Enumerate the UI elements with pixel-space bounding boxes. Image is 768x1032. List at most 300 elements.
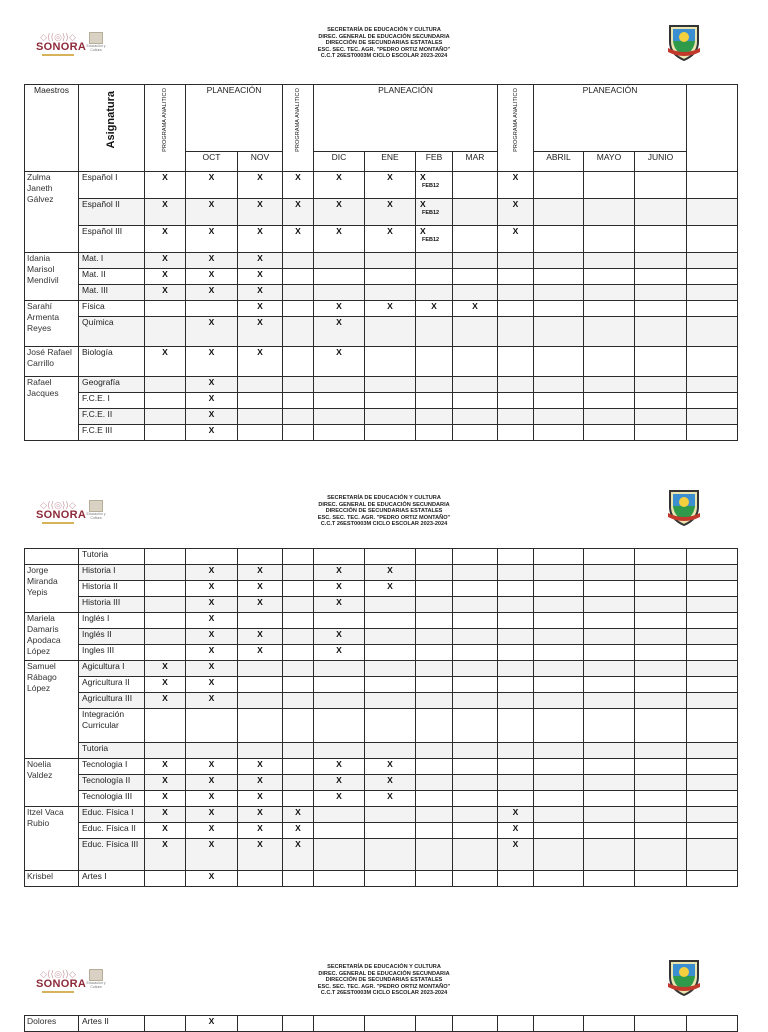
mark-cell (687, 597, 738, 613)
mark-cell (687, 677, 738, 693)
mark-cell (498, 301, 534, 317)
table-row (25, 347, 738, 377)
mark-cell: X (314, 301, 365, 317)
mark-cell (145, 629, 186, 645)
mark-cell (238, 613, 283, 629)
subject-name: Artes I (79, 871, 145, 887)
mark-cell (314, 677, 365, 693)
mark-cell: X (498, 823, 534, 839)
mark-cell (416, 317, 453, 347)
subject-name: Tecnología II (79, 775, 145, 791)
mark-cell (534, 823, 584, 839)
attendance-table-page-1 (24, 84, 738, 441)
mark-cell (498, 409, 534, 425)
subject-name: Mat. II (79, 269, 145, 285)
mark-cell (635, 645, 687, 661)
mark-cell (416, 409, 453, 425)
mark-cell: X (145, 677, 186, 693)
header-asignatura: Asignatura (79, 85, 145, 172)
mark-cell (416, 549, 453, 565)
mark-cell (584, 377, 635, 393)
mark-cell (314, 393, 365, 409)
mark-cell (687, 661, 738, 677)
mark-cell (314, 253, 365, 269)
mark-cell: X (365, 226, 416, 253)
mark-cell: X (186, 226, 238, 253)
mark-cell (314, 613, 365, 629)
education-culture-logo: Educación y Cultura (84, 500, 108, 524)
mark-cell (453, 285, 498, 301)
mark-cell (534, 645, 584, 661)
teacher-name: Itzel Vaca Rubio (25, 807, 79, 871)
mark-cell (534, 709, 584, 743)
table-row (25, 565, 738, 581)
subject-name: Agicultura I (79, 661, 145, 677)
mark-cell: X (365, 759, 416, 775)
mark-cell: X (145, 791, 186, 807)
mark-cell (687, 807, 738, 823)
mark-cell: X FEB12 (416, 172, 453, 199)
mark-cell (416, 253, 453, 269)
mark-cell: X (238, 199, 283, 226)
mark-cell (453, 347, 498, 377)
mark-cell (453, 565, 498, 581)
mark-cell: X (186, 317, 238, 347)
mark-cell: X (238, 253, 283, 269)
mark-cell (453, 613, 498, 629)
table-row (25, 425, 738, 441)
mark-cell (635, 661, 687, 677)
subject-name: Historia I (79, 565, 145, 581)
mark-cell (283, 269, 314, 285)
mark-cell (416, 677, 453, 693)
mark-cell (283, 347, 314, 377)
mark-cell (365, 693, 416, 709)
table-row (25, 645, 738, 661)
mark-cell (584, 775, 635, 791)
mark-cell (314, 549, 365, 565)
mark-cell: X (145, 839, 186, 871)
mark-cell: X (145, 759, 186, 775)
mark-cell (314, 425, 365, 441)
mark-cell: X (238, 775, 283, 791)
table-row (25, 693, 738, 709)
mark-cell (498, 677, 534, 693)
mark-cell (498, 629, 534, 645)
mark-cell (534, 661, 584, 677)
month-header: FEB (416, 152, 453, 172)
mark-cell (238, 409, 283, 425)
mark-cell (498, 425, 534, 441)
mark-cell (365, 839, 416, 871)
mark-cell: X (314, 226, 365, 253)
mark-cell: X (314, 581, 365, 597)
mark-cell (453, 775, 498, 791)
mark-cell (635, 597, 687, 613)
mark-cell (635, 839, 687, 871)
table-row (25, 269, 738, 285)
mark-cell (238, 393, 283, 409)
mark-cell (534, 317, 584, 347)
mark-cell: X (186, 597, 238, 613)
mark-cell (365, 409, 416, 425)
sonora-logo: ◇⟨⟨◎⟩⟩◇ SONORA (36, 33, 80, 63)
mark-cell: X (314, 317, 365, 347)
mark-cell (635, 565, 687, 581)
mark-cell: X (498, 199, 534, 226)
mark-cell (498, 693, 534, 709)
mark-cell (534, 629, 584, 645)
mark-cell (498, 709, 534, 743)
mark-cell: X (145, 807, 186, 823)
mark-cell: X (145, 253, 186, 269)
mark-cell (453, 823, 498, 839)
mark-cell (314, 693, 365, 709)
mark-cell (534, 409, 584, 425)
subject-name: Educ. Física I (79, 807, 145, 823)
mark-cell: X (186, 285, 238, 301)
mark-cell: X (238, 565, 283, 581)
mark-cell (687, 377, 738, 393)
mark-cell: X (145, 285, 186, 301)
mark-cell: X (314, 172, 365, 199)
mark-cell: X (145, 347, 186, 377)
teacher-name (25, 549, 79, 565)
mark-cell: X (186, 629, 238, 645)
mark-cell (365, 871, 416, 887)
table-row (25, 581, 738, 597)
mark-cell: X (186, 645, 238, 661)
table-row (25, 839, 738, 871)
mark-cell (145, 581, 186, 597)
mark-cell (453, 253, 498, 269)
mark-cell: X (314, 759, 365, 775)
mark-cell (186, 301, 238, 317)
month-header: MAYO (584, 152, 635, 172)
mark-cell: X (186, 347, 238, 377)
mark-cell (365, 285, 416, 301)
mark-cell (283, 759, 314, 775)
mark-cell (145, 613, 186, 629)
mark-cell (365, 823, 416, 839)
mark-cell: X (186, 661, 238, 677)
mark-cell (416, 581, 453, 597)
mark-cell (283, 629, 314, 645)
mark-cell (584, 549, 635, 565)
mark-cell (584, 285, 635, 301)
mark-cell (584, 172, 635, 199)
mark-cell (283, 871, 314, 887)
mark-cell (283, 377, 314, 393)
mark-cell: X (238, 759, 283, 775)
mark-cell (635, 629, 687, 645)
mark-cell (416, 393, 453, 409)
mark-cell: X (186, 172, 238, 199)
subject-name: Mat. I (79, 253, 145, 269)
mark-cell: X (145, 693, 186, 709)
mark-cell (635, 226, 687, 253)
mark-cell (283, 581, 314, 597)
school-shield-icon (666, 22, 702, 62)
mark-cell (687, 172, 738, 199)
mark-cell (283, 425, 314, 441)
mark-cell (416, 629, 453, 645)
mark-cell (365, 743, 416, 759)
mark-cell (498, 393, 534, 409)
mark-cell (283, 253, 314, 269)
subject-name: Español I (79, 172, 145, 199)
mark-cell (453, 317, 498, 347)
page-header (0, 490, 768, 550)
mark-cell (238, 549, 283, 565)
mark-cell (416, 613, 453, 629)
sonora-logo: ◇⟨⟨◎⟩⟩◇ SONORA (36, 970, 80, 1000)
subject-name: Artes II (79, 1016, 145, 1032)
mark-cell (635, 775, 687, 791)
mark-cell (365, 253, 416, 269)
mark-cell (584, 613, 635, 629)
mark-cell: X (186, 775, 238, 791)
mark-cell: X (314, 199, 365, 226)
mark-cell: X (453, 301, 498, 317)
mark-cell (584, 629, 635, 645)
header-planeacion: PLANEACIÓN (314, 85, 498, 152)
mark-cell (238, 661, 283, 677)
mark-cell: X (186, 409, 238, 425)
mark-cell (584, 425, 635, 441)
subject-name: Inglés I (79, 613, 145, 629)
mark-cell (687, 285, 738, 301)
mark-cell: X (238, 269, 283, 285)
mark-cell (145, 425, 186, 441)
mark-cell: X (238, 301, 283, 317)
mark-cell (498, 347, 534, 377)
mark-cell (687, 823, 738, 839)
table-row (25, 629, 738, 645)
subject-name: Inglés II (79, 629, 145, 645)
mark-cell: X (186, 839, 238, 871)
mark-cell (584, 743, 635, 759)
mark-cell: X (283, 226, 314, 253)
mark-cell (453, 629, 498, 645)
mark-cell: X (498, 226, 534, 253)
header-programa-analitico: PROGRAMA ANALITICO (145, 85, 186, 172)
mark-cell (365, 629, 416, 645)
mark-cell (534, 393, 584, 409)
mark-cell (416, 823, 453, 839)
table-row (25, 775, 738, 791)
table-row (25, 613, 738, 629)
mark-cell (584, 791, 635, 807)
mark-cell: X (238, 791, 283, 807)
mark-cell (534, 807, 584, 823)
mark-cell (498, 791, 534, 807)
mark-cell: X (186, 807, 238, 823)
mark-cell (498, 661, 534, 677)
mark-cell (453, 425, 498, 441)
mark-cell (453, 393, 498, 409)
teacher-name: Jorge Miranda Yepis (25, 565, 79, 613)
mark-cell (238, 743, 283, 759)
mark-cell (498, 645, 534, 661)
mark-cell (498, 565, 534, 581)
mark-cell (534, 775, 584, 791)
mark-cell (453, 172, 498, 199)
mark-cell: X (365, 199, 416, 226)
mark-cell (416, 347, 453, 377)
mark-cell: X (186, 677, 238, 693)
mark-cell: X (498, 172, 534, 199)
education-culture-logo: Educación y Cultura (84, 32, 108, 56)
teacher-name: Sarahí Armenta Reyes (25, 301, 79, 347)
header-maestros: Maestros (25, 85, 79, 172)
table-row (25, 253, 738, 269)
mark-cell (534, 269, 584, 285)
school-shield-icon (666, 487, 702, 527)
mark-cell (534, 549, 584, 565)
month-header: ABRIL (534, 152, 584, 172)
subject-name: F.C.E. II (79, 409, 145, 425)
mark-cell (283, 791, 314, 807)
mark-cell (365, 269, 416, 285)
mark-note: FEB12 (422, 183, 440, 189)
mark-cell: X FEB12 (416, 199, 453, 226)
mark-cell: X (186, 1016, 238, 1032)
subject-name: Biología (79, 347, 145, 377)
mark-cell: X (365, 172, 416, 199)
teacher-name: Zulma Janeth Gálvez (25, 172, 79, 253)
mark-cell (635, 581, 687, 597)
table-row (25, 791, 738, 807)
mark-cell (584, 807, 635, 823)
mark-cell (584, 253, 635, 269)
mark-cell (635, 301, 687, 317)
mark-cell: X (314, 645, 365, 661)
mark-cell (145, 317, 186, 347)
table-row (25, 317, 738, 347)
mark-cell (584, 839, 635, 871)
teacher-name: Krisbel (25, 871, 79, 887)
mark-cell (635, 285, 687, 301)
document-page-3 (0, 945, 768, 1024)
mark-cell (635, 759, 687, 775)
subject-name: Tecnologia I (79, 759, 145, 775)
table-row (25, 226, 738, 253)
mark-cell (416, 791, 453, 807)
mark-cell (584, 581, 635, 597)
mark-cell (453, 226, 498, 253)
mark-cell (498, 871, 534, 887)
mark-cell (687, 549, 738, 565)
header-planeacion: PLANEACIÓN (186, 85, 283, 152)
subject-name: Español III (79, 226, 145, 253)
subject-name: Química (79, 317, 145, 347)
subject-name: Tutoria (79, 743, 145, 759)
mark-cell (416, 807, 453, 823)
mark-cell (687, 839, 738, 871)
mark-cell (238, 677, 283, 693)
mark-cell (584, 759, 635, 775)
mark-cell: X (238, 807, 283, 823)
teacher-name: Mariela Damaris Apodaca López (25, 613, 79, 661)
mark-cell (635, 425, 687, 441)
mark-cell (687, 759, 738, 775)
mark-cell (453, 807, 498, 823)
teacher-name: Noelia Valdez (25, 759, 79, 807)
mark-cell (145, 871, 186, 887)
school-shield-icon (666, 957, 702, 997)
mark-cell (238, 425, 283, 441)
mark-cell (498, 377, 534, 393)
mark-cell (453, 661, 498, 677)
mark-cell (687, 791, 738, 807)
mark-cell (283, 709, 314, 743)
mark-cell: X (186, 581, 238, 597)
table-row (25, 661, 738, 677)
mark-cell (584, 661, 635, 677)
mark-cell (687, 871, 738, 887)
mark-cell (687, 347, 738, 377)
mark-cell (635, 377, 687, 393)
mark-cell (584, 693, 635, 709)
mark-note: FEB12 (422, 210, 440, 216)
mark-cell (687, 565, 738, 581)
mark-cell (584, 317, 635, 347)
mark-cell (534, 565, 584, 581)
mark-cell (584, 199, 635, 226)
mark-cell: X (186, 199, 238, 226)
mark-cell (283, 597, 314, 613)
mark-cell (584, 709, 635, 743)
mark-cell (416, 693, 453, 709)
mark-cell (534, 613, 584, 629)
mark-cell (453, 581, 498, 597)
mark-cell (283, 285, 314, 301)
mark-cell (365, 661, 416, 677)
mark-cell (314, 269, 365, 285)
mark-cell (687, 226, 738, 253)
teacher-name: Dolores (25, 1016, 79, 1032)
document-page-1 (0, 0, 768, 445)
mark-cell (283, 613, 314, 629)
mark-cell: X FEB12 (416, 226, 453, 253)
mark-cell (416, 425, 453, 441)
mark-cell (145, 709, 186, 743)
mark-cell (416, 645, 453, 661)
mark-cell (145, 409, 186, 425)
mark-cell: X (186, 693, 238, 709)
mark-cell (186, 709, 238, 743)
mark-cell: X (186, 791, 238, 807)
mark-cell (314, 823, 365, 839)
mark-cell (635, 347, 687, 377)
mark-cell (534, 172, 584, 199)
mark-cell: X (145, 269, 186, 285)
subject-name: Física (79, 301, 145, 317)
mark-cell: X (145, 775, 186, 791)
mark-cell (687, 269, 738, 285)
header-empty (687, 85, 738, 172)
mark-cell (453, 709, 498, 743)
table-row (25, 199, 738, 226)
mark-cell: X (238, 172, 283, 199)
mark-cell (498, 317, 534, 347)
mark-cell (314, 839, 365, 871)
mark-cell: X (314, 775, 365, 791)
mark-cell (238, 709, 283, 743)
mark-cell (283, 317, 314, 347)
mark-cell: X (238, 839, 283, 871)
